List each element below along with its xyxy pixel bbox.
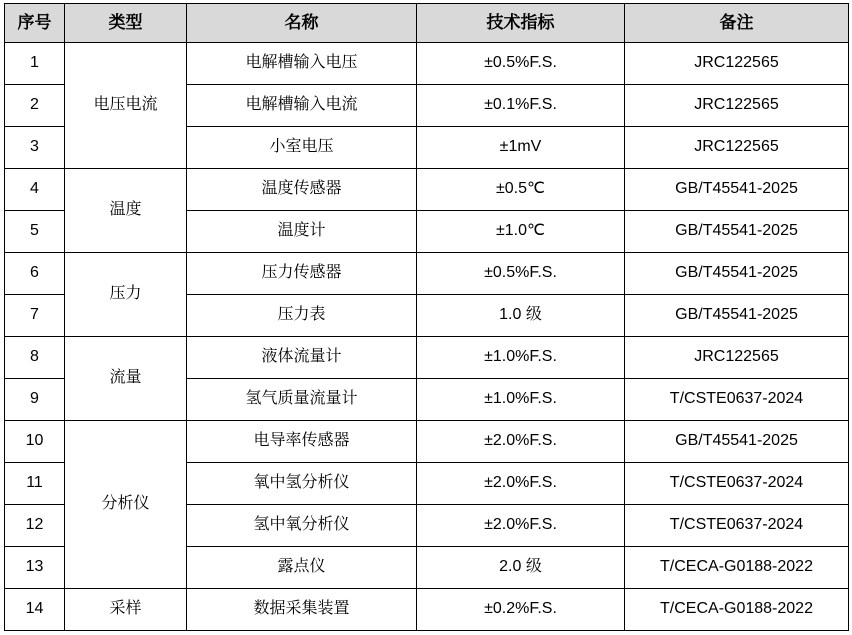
cell-spec: ±0.5%F.S. [417, 43, 625, 85]
cell-index: 6 [5, 253, 65, 295]
cell-name: 压力表 [187, 295, 417, 337]
cell-type: 电压电流 [65, 43, 187, 169]
cell-spec: ±1mV [417, 127, 625, 169]
cell-remark: GB/T45541-2025 [625, 169, 849, 211]
cell-remark: JRC122565 [625, 43, 849, 85]
cell-name: 露点仪 [187, 547, 417, 589]
cell-index: 11 [5, 463, 65, 505]
table-row [5, 589, 849, 631]
column-header-type: 类型 [65, 4, 187, 43]
table-row [5, 337, 849, 379]
cell-index: 7 [5, 295, 65, 337]
cell-spec: ±0.2%F.S. [417, 589, 625, 631]
cell-name: 电解槽输入电流 [187, 85, 417, 127]
cell-type: 压力 [65, 253, 187, 337]
cell-remark: GB/T45541-2025 [625, 295, 849, 337]
column-header-index: 序号 [5, 4, 65, 43]
cell-name: 液体流量计 [187, 337, 417, 379]
cell-index: 8 [5, 337, 65, 379]
cell-type: 分析仪 [65, 421, 187, 589]
cell-index: 3 [5, 127, 65, 169]
cell-type: 温度 [65, 169, 187, 253]
cell-name: 氢气质量流量计 [187, 379, 417, 421]
cell-spec: ±0.1%F.S. [417, 85, 625, 127]
cell-remark: T/CSTE0637-2024 [625, 463, 849, 505]
cell-spec: ±2.0%F.S. [417, 421, 625, 463]
cell-spec: ±1.0℃ [417, 211, 625, 253]
cell-remark: T/CECA-G0188-2022 [625, 547, 849, 589]
table-header-row [5, 4, 849, 43]
table-header [5, 4, 849, 43]
cell-remark: JRC122565 [625, 85, 849, 127]
cell-index: 14 [5, 589, 65, 631]
cell-spec: ±1.0%F.S. [417, 337, 625, 379]
cell-name: 温度计 [187, 211, 417, 253]
cell-index: 9 [5, 379, 65, 421]
cell-name: 压力传感器 [187, 253, 417, 295]
cell-remark: T/CECA-G0188-2022 [625, 589, 849, 631]
cell-name: 氧中氢分析仪 [187, 463, 417, 505]
cell-name: 数据采集装置 [187, 589, 417, 631]
cell-remark: GB/T45541-2025 [625, 421, 849, 463]
cell-remark: GB/T45541-2025 [625, 253, 849, 295]
cell-spec: ±2.0%F.S. [417, 463, 625, 505]
technical-specification-table [4, 3, 849, 631]
table-body [5, 43, 849, 631]
cell-spec: 2.0 级 [417, 547, 625, 589]
cell-remark: JRC122565 [625, 127, 849, 169]
cell-spec: ±0.5%F.S. [417, 253, 625, 295]
column-header-name: 名称 [187, 4, 417, 43]
cell-remark: T/CSTE0637-2024 [625, 505, 849, 547]
cell-index: 13 [5, 547, 65, 589]
table-row [5, 421, 849, 463]
cell-spec: ±2.0%F.S. [417, 505, 625, 547]
cell-index: 1 [5, 43, 65, 85]
cell-type: 采样 [65, 589, 187, 631]
cell-index: 4 [5, 169, 65, 211]
cell-spec: ±0.5℃ [417, 169, 625, 211]
cell-type: 流量 [65, 337, 187, 421]
cell-name: 温度传感器 [187, 169, 417, 211]
column-header-remark: 备注 [625, 4, 849, 43]
table-row [5, 169, 849, 211]
cell-name: 小室电压 [187, 127, 417, 169]
cell-remark: JRC122565 [625, 337, 849, 379]
cell-spec: ±1.0%F.S. [417, 379, 625, 421]
table-row [5, 43, 849, 85]
table-row [5, 253, 849, 295]
cell-remark: GB/T45541-2025 [625, 211, 849, 253]
cell-name: 氢中氧分析仪 [187, 505, 417, 547]
cell-index: 2 [5, 85, 65, 127]
cell-name: 电导率传感器 [187, 421, 417, 463]
cell-name: 电解槽输入电压 [187, 43, 417, 85]
cell-index: 5 [5, 211, 65, 253]
cell-index: 12 [5, 505, 65, 547]
cell-spec: 1.0 级 [417, 295, 625, 337]
column-header-spec: 技术指标 [417, 4, 625, 43]
cell-remark: T/CSTE0637-2024 [625, 379, 849, 421]
cell-index: 10 [5, 421, 65, 463]
